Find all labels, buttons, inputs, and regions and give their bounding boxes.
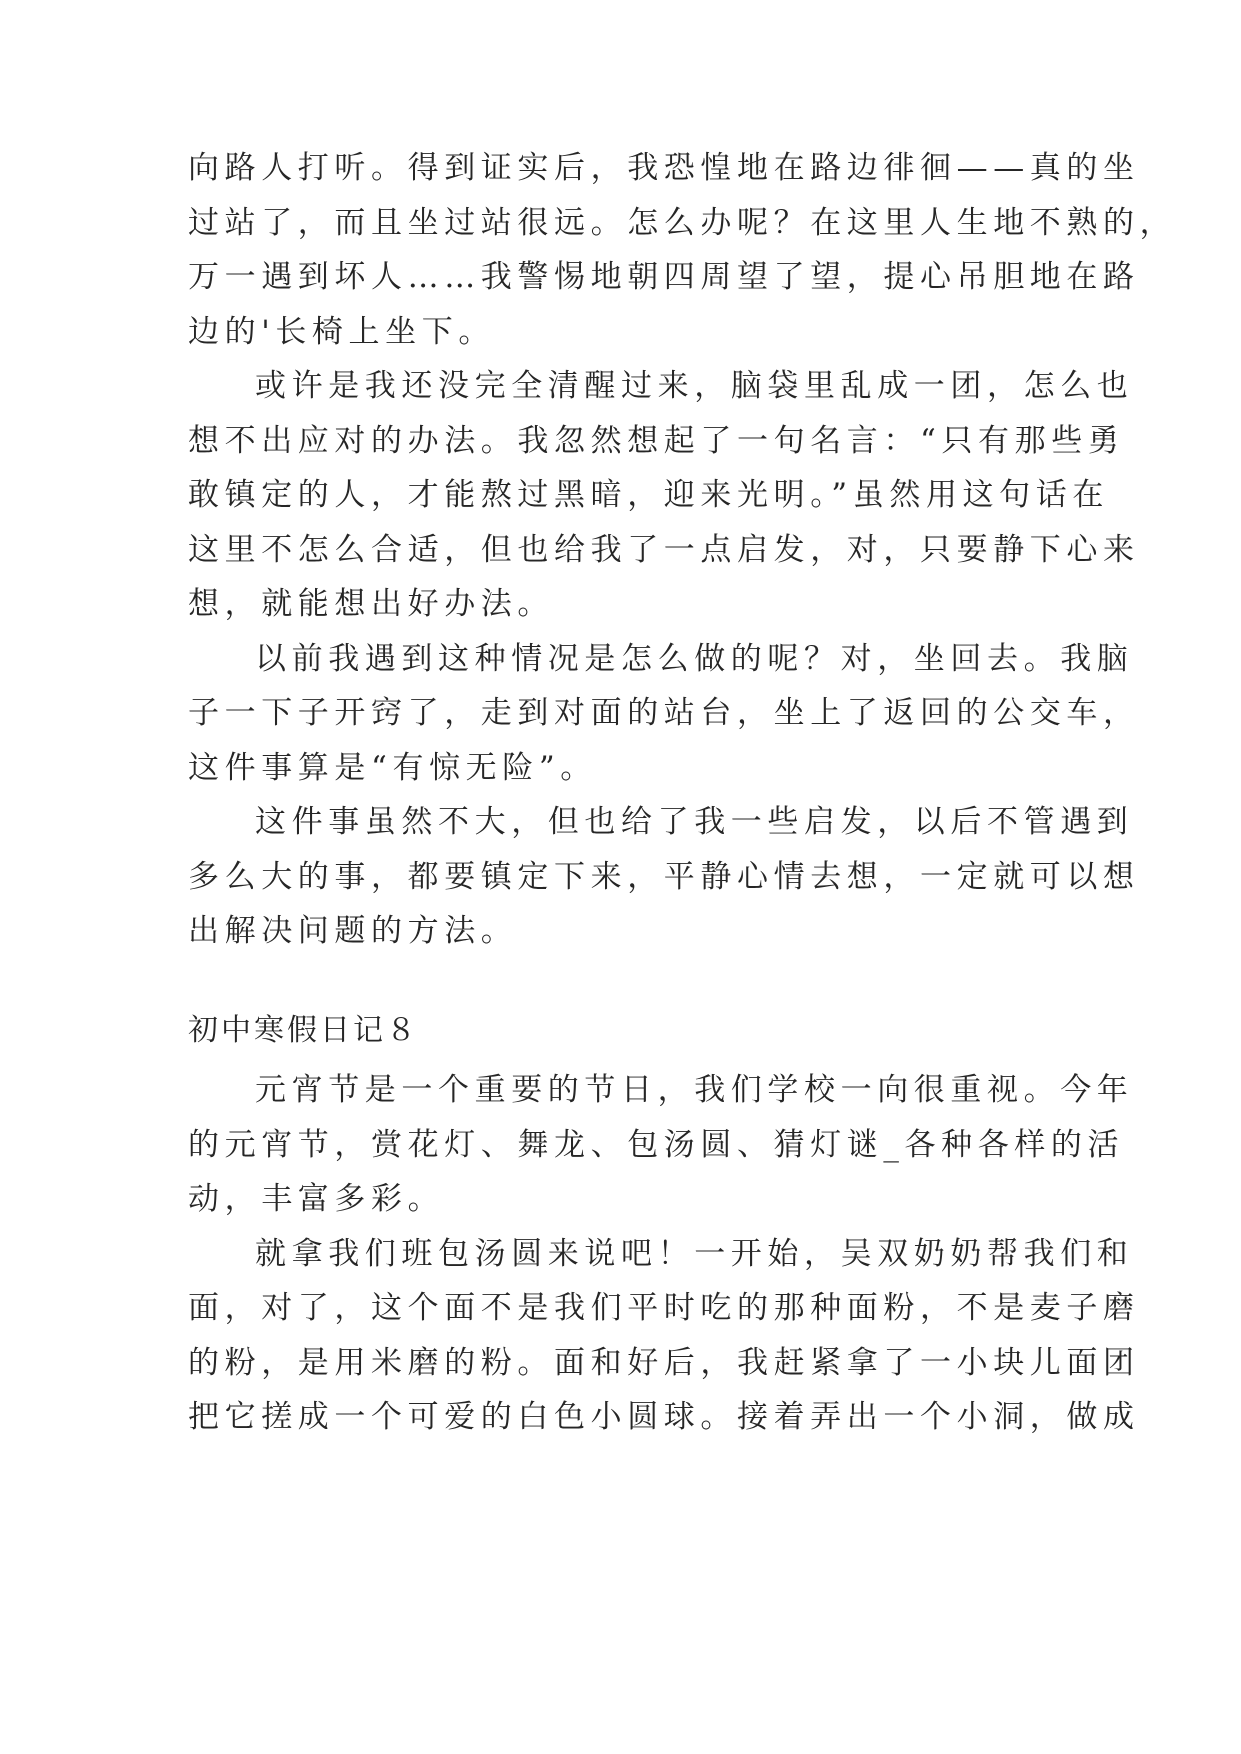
text-line: 把它搓成一个可爱的白色小圆球。接着弄出一个小洞，做成: [188, 1399, 1140, 1435]
text-line: 就拿我们班包汤圆来说吧！一开始，吴双奶奶帮我们和: [255, 1236, 1134, 1272]
text-line: 或许是我还没完全清醒过来，脑袋里乱成一团，怎么也: [255, 368, 1134, 404]
text-line: 动，丰富多彩。: [188, 1181, 445, 1217]
text-line: 这件事虽然不大，但也给了我一些启发，以后不管遇到: [255, 804, 1134, 840]
text-line: 想不出应对的办法。我忽然想起了一句名言：“只有那些勇: [188, 423, 1125, 459]
text-line: 的粉，是用米磨的粉。面和好后，我赶紧拿了一小块儿面团: [188, 1345, 1140, 1381]
text-line: 的元宵节，赏花灯、舞龙、包汤圆、猜灯谜_各种各样的活: [188, 1127, 1125, 1163]
text-line: 边的'长椅上坐下。: [188, 314, 495, 350]
text-line: 过站了，而且坐过站很远。怎么办呢？在这里人生地不熟的，: [188, 205, 1177, 241]
text-line: 面，对了，这个面不是我们平时吃的那种面粉，不是麦子磨: [188, 1290, 1140, 1326]
text-line: 以前我遇到这种情况是怎么做的呢？对，坐回去。我脑: [255, 641, 1134, 677]
text-line: 多么大的事，都要镇定下来，平静心情去想，一定就可以想: [188, 859, 1140, 895]
text-line: 子一下子开窍了，走到对面的站台，坐上了返回的公交车，: [188, 695, 1140, 731]
text-line: 想，就能想出好办法。: [188, 586, 554, 622]
section-title: 初中寒假日记８: [188, 1013, 419, 1048]
text-line: 这里不怎么合适，但也给我了一点启发，对，只要静下心来: [188, 532, 1140, 568]
text-line: 万一遇到坏人……我警惕地朝四周望了望，提心吊胆地在路: [188, 259, 1140, 295]
text-line: 出解决问题的方法。: [188, 913, 518, 949]
text-line: 向路人打听。得到证实后，我恐惶地在路边徘徊——真的坐: [188, 150, 1140, 186]
text-line: 这件事算是“有惊无险”。: [188, 750, 597, 786]
text-line: 敢镇定的人，才能熬过黑暗，迎来光明。”虽然用这句话在: [188, 477, 1109, 513]
text-line: 元宵节是一个重要的节日，我们学校一向很重视。今年: [255, 1072, 1134, 1108]
